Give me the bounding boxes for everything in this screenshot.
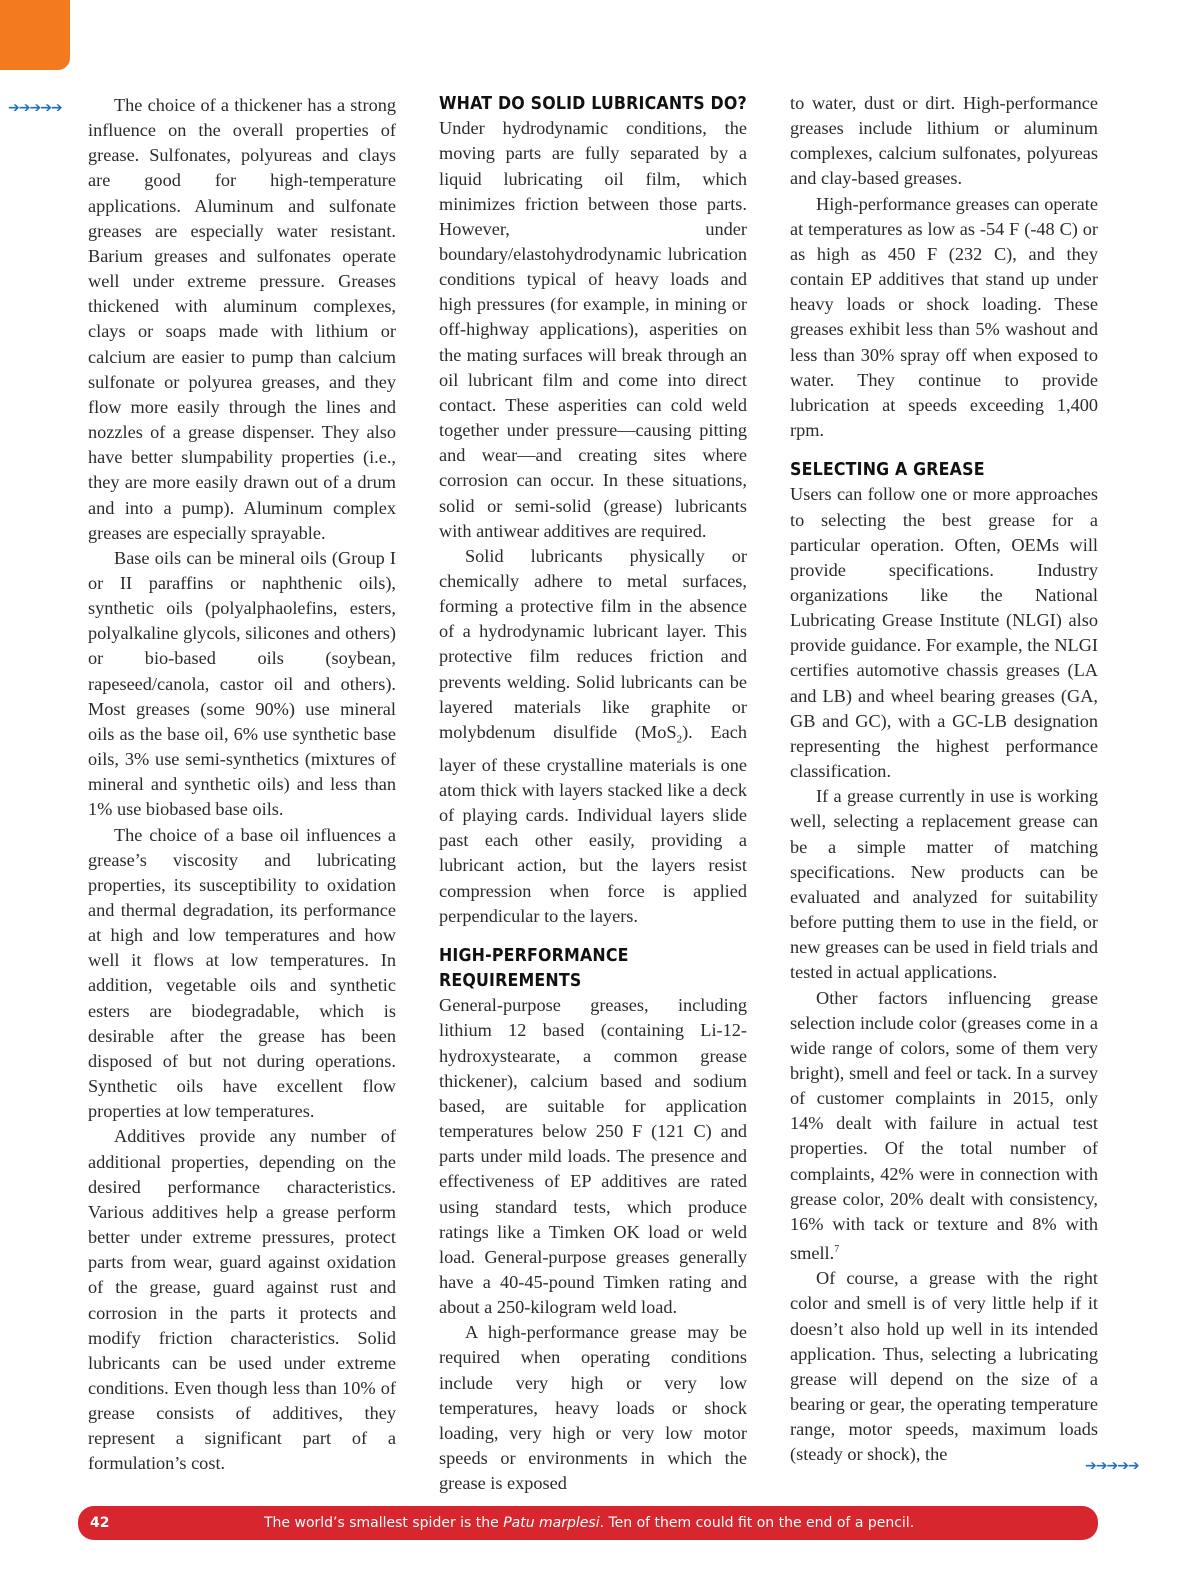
section-heading: WHAT DO SOLID LUBRICANTS DO? xyxy=(439,93,747,114)
paragraph: A high-performance grease may be required when operating conditions include very high or very low temperatures, heavy loads or shock loading, very high or very low motor speeds or environments in which the grease is exposed xyxy=(439,1322,747,1494)
continued-arrows-icon: ➔➔➔➔➔ xyxy=(8,100,62,116)
paragraph: The choice of a base oil influences a grease’s viscosity and lubricating properties, its susceptibility to oxidation and thermal degradation, its performance at high and low temperatures and how well it flows at low temperatures. In addition, vegetable oils and synthetic esters are biodegradable, which is desirable after the grease has been disposed of but not during operations. Synthetic oils have excellent flow properties at low temperatures. xyxy=(88,824,396,1122)
paragraph: Base oils can be mineral oils (Group I or II paraffins or naphthenic oils), synthetic oils (polyalphaolefins, esters, polyalkaline glycols, silicones and others) or bio-based oils (soybean, rapeseed/canola, castor oil and others). Most greases (some 90%) use mineral oils as the base oil, 6% use synthetic base oils, 3% use semi-synthetics (mixtures of mineral and synthetic oils) and less than 1% use biobased base oils. xyxy=(88,547,396,820)
paragraph: Solid lubricants physically or chemically adhere to metal surfaces, forming a protective film in the absence of a hydrodynamic lubricant layer. This protective film reduces friction and prevents welding. Solid lubricants can be layered materials like graphite or molybdenum disulfide (MoS$_2$). Each layer of these crystalline materials is one atom thick with layers stacked like a deck of playing cards. Individual layers slide past each other easily, providing a lubricant action, but the layers resist compression when force is applied perpendicular to the layers. xyxy=(439,545,748,926)
corner-tab xyxy=(0,0,70,70)
continued-arrows-icon: ➔➔➔➔➔ xyxy=(1085,1458,1139,1474)
section-heading: HIGH-PERFORMANCE xyxy=(439,944,629,966)
paragraph: If a grease currently in use is working well, selecting a replacement grease can be a simple matter of matching specifications. New products can be evaluated and analyzed for suitability before putting them to use in the field, or new greases can be used in field trials and tested in actual applications. xyxy=(790,786,1098,983)
paragraph: High-performance greases can operate at temperatures as low as -54 F (-48 C) or as high as 450 F (232 C), and they contain EP additives that stand up under heavy loads or shock loading. These greases exhibit less than 5% washout and less than 30% spray off when exposed to water. They continue to provide lubrication at speeds exceeding 1,400 rpm. xyxy=(790,193,1098,441)
column-1 xyxy=(88,93,396,1477)
paragraph: General-purpose greases, including lithium 12 based (containing Li-12-hydroxystearate, a common grease thickener), calcium based and sodium based, are suitable for application temperatures below 250 F (121 C) and parts under mild loads. The presence and effectiveness of EP additives are rated using standard tests, which produce ratings like a Timken OK load or weld load. General-purpose greases generally have a 40-45-pound Timken rating and about a 250-kilogram weld load. xyxy=(439,995,747,1318)
paragraph: The choice of a thickener has a strong influence on the overall properties of grease. Sulfonates, polyureas and clays are good for high-temperature applications. Aluminum and sulfonate greases are especially water resistant. Barium greases and sulfonates operate well under extreme pressure. Greases thickened with aluminum complexes, clays or soaps made with lithium or calcium are easier to pump than calcium sulfonate or polyurea greases, and they flow more easily through the lines and nozzles of a grease dispenser. They also have better slumpability properties (i.e., they are more easily drawn out of a drum and into a pump). Aluminum complex greases are especially sprayable. xyxy=(88,95,396,543)
page-number: 42 xyxy=(90,1515,110,1531)
paragraph: to water, dust or dirt. High-performance greases include lithium or aluminum complexes, calcium sulfonates, polyureas and clay-based greases. xyxy=(790,93,1098,189)
column-2 xyxy=(439,91,747,1496)
paragraph: Users can follow one or more approaches to selecting the best grease for a particular operation. Often, OEMs will provide specifications. Industry organizations like the National Lubricating Grease Institute (NLGI) also provide guidance. For example, the NLGI certifies automotive chassis greases (LA and LB) and wheel bearing greases (GA, GB and GC), with a GC-LB designation representing the highest performance classification. xyxy=(790,484,1098,782)
column-3 xyxy=(790,91,1098,1468)
footer-bar xyxy=(78,1506,1098,1540)
paragraph: Of course, a grease with the right color and smell is of very little help if it doesn’t also hold up well in its intended application. Thus, selecting a lubricating grease will depend on the size of a bearing or gear, the operating temperature range, motor speeds, maximum loads (steady or shock), the xyxy=(790,1268,1098,1465)
footer-fact: The world’s smallest spider is the Patu marplesi. Ten of them could fit on the end of a pencil. xyxy=(264,1515,915,1531)
section-heading: REQUIREMENTS xyxy=(439,970,582,992)
paragraph: Under hydrodynamic conditions, the moving parts are fully separated by a liquid lubricating oil film, which minimizes friction between those parts. However, under boundary/elastohydrodynamic lubrication conditions typical of heavy loads and high pressures (for example, in mining or off-highway applications), asperities on the mating surfaces will break through an oil lubricant film and come into direct contact. These asperities can cold weld together under pressure—causing pitting and wear—and creating sites where corrosion can occur. In these situations, solid or semi-solid (grease) lubricants with antiwear additives are required. xyxy=(439,118,747,541)
paragraph: Other factors influencing grease selection include color (greases come in a wide range of colors, some of them very bright), smell and feel or tack. In a survey of customer complaints in 2015, only 14% dealt with failure in actual test properties. Of the total number of complaints, 42% were in connection with grease color, 20% dealt with consistency, 16% with tack or texture and 8% with smell.$^7$ xyxy=(790,987,1098,1264)
paragraph: Additives provide any number of additional properties, depending on the desired performance characteristics. Various additives help a grease perform better under extreme pressures, protect parts from wear, guard against oxidation of the grease, guard against rust and corrosion in the parts it protects and modify friction characteristics. Solid lubricants can be used under extreme conditions. Even though less than 10% of grease consists of additives, they represent a significant part of a formulation’s cost. xyxy=(88,1126,396,1474)
section-heading: SELECTING A GREASE xyxy=(790,459,985,481)
